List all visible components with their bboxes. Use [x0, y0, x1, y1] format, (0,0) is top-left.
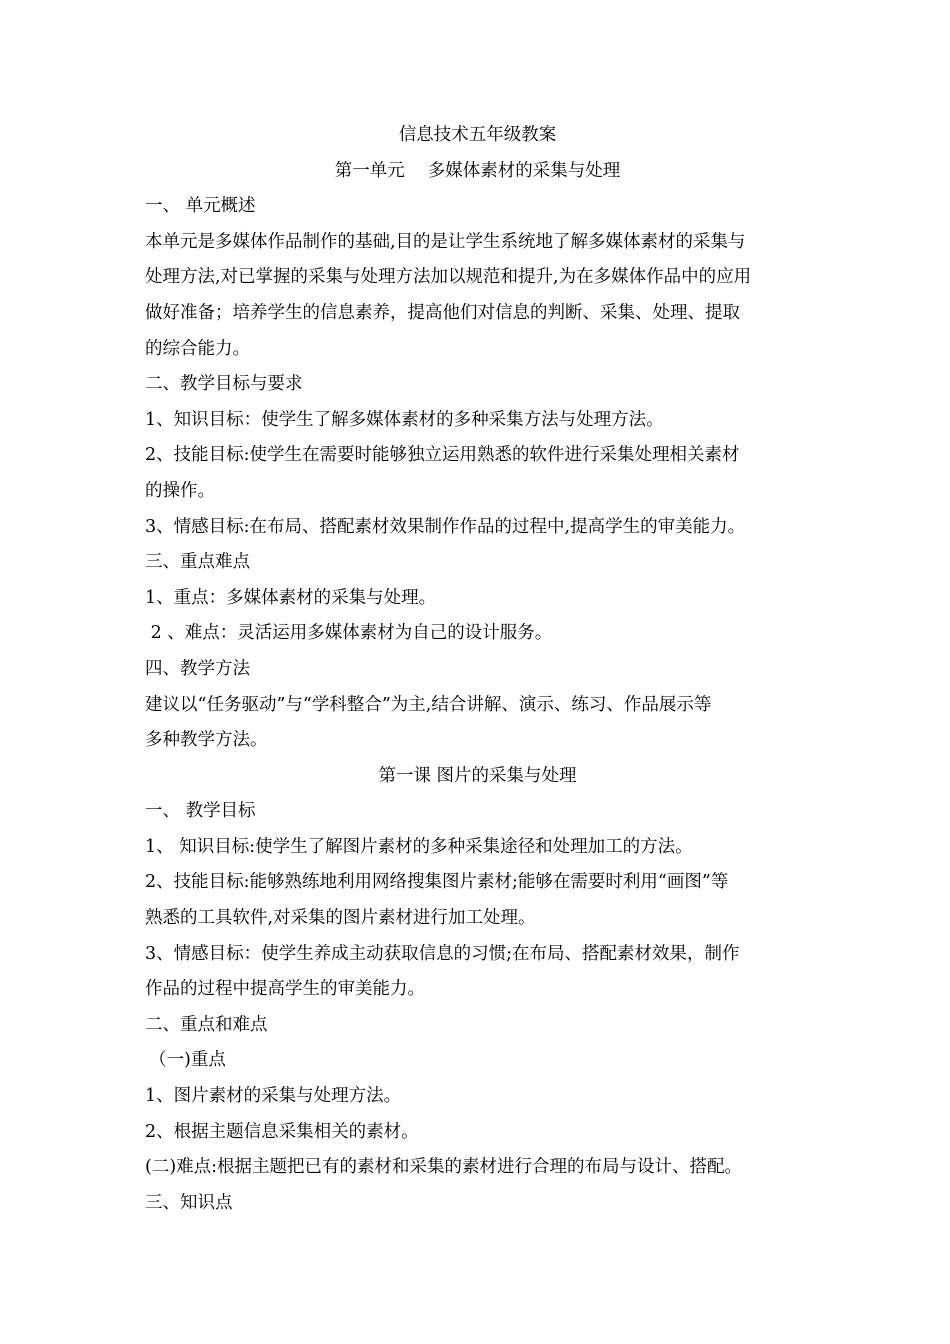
lesson-difficulty: (二)难点:根据主题把已有的素材和采集的素材进行合理的布局与设计、搭配。 — [145, 1157, 743, 1178]
document-title: 信息技术五年级教案 — [398, 125, 557, 145]
goal-skill-line: 的操作。 — [145, 480, 215, 501]
unit-overview-heading: 一、 单元概述 — [145, 196, 256, 217]
goal-knowledge: 1、知识目标：使学生了解多媒体素材的多种采集方法与处理方法。 — [145, 409, 664, 430]
unit-title: 第一单元 多媒体素材的采集与处理 — [334, 160, 621, 181]
lesson-goal-emotion-line: 3、情感目标：使学生养成主动获取信息的习惯;在布局、搭配素材效果，制作 — [145, 943, 740, 964]
goal-emotion: 3、情感目标:在布局、搭配素材效果制作作品的过程中,提高学生的审美能力。 — [145, 516, 746, 537]
key-points-heading: 三、重点难点 — [145, 552, 250, 573]
lesson-goal-skill-line: 2、技能目标:能够熟练地利用网络搜集图片素材;能够在需要时利用“画图”等 — [145, 872, 729, 893]
lesson-goal-emotion-line: 作品的过程中提高学生的审美能力。 — [145, 979, 425, 1000]
goal-skill-line: 2、技能目标:使学生在需要时能够独立运用熟悉的软件进行采集处理相关素材 — [145, 445, 740, 466]
lesson-key-point: 1、图片素材的采集与处理方法。 — [145, 1086, 402, 1107]
lesson-key-heading: 二、重点和难点 — [145, 1014, 268, 1035]
method-line: 建议以“任务驱动”与“学科整合”为主,结合讲解、演示、练习、作品展示等 — [145, 694, 712, 715]
method-heading: 四、教学方法 — [145, 658, 250, 679]
document-page — [145, 118, 810, 1221]
lesson-goals-heading: 一、 教学目标 — [145, 801, 256, 822]
method-line: 多种教学方法。 — [145, 730, 268, 751]
paragraph-line: 处理方法,对已掌握的采集与处理方法加以规范和提升,为在多媒体作品中的应用 — [145, 267, 752, 288]
lesson-knowledge-heading: 三、知识点 — [145, 1192, 233, 1213]
lesson-title: 第一课 图片的采集与处理 — [378, 765, 577, 786]
paragraph-line: 做好准备；培养学生的信息素养，提高他们对信息的判断、采集、处理、提取 — [145, 302, 740, 323]
goals-heading: 二、教学目标与要求 — [145, 374, 303, 395]
lesson-goal-knowledge: 1、 知识目标:使学生了解图片素材的多种采集途径和处理加工的方法。 — [145, 836, 693, 857]
key-point: 1、重点：多媒体素材的采集与处理。 — [145, 587, 437, 608]
difficult-point: 2 、难点：灵活运用多媒体素材为自己的设计服务。 — [145, 623, 553, 644]
paragraph-line: 本单元是多媒体作品制作的基础,目的是让学生系统地了解多媒体素材的采集与 — [145, 231, 746, 252]
paragraph-line: 的综合能力。 — [145, 338, 250, 359]
lesson-key-point: 2、根据主题信息采集相关的素材。 — [145, 1121, 419, 1142]
lesson-key-sub-heading: （一)重点 — [149, 1050, 226, 1071]
lesson-goal-skill-line: 熟悉的工具软件,对采集的图片素材进行加工处理。 — [145, 908, 536, 929]
